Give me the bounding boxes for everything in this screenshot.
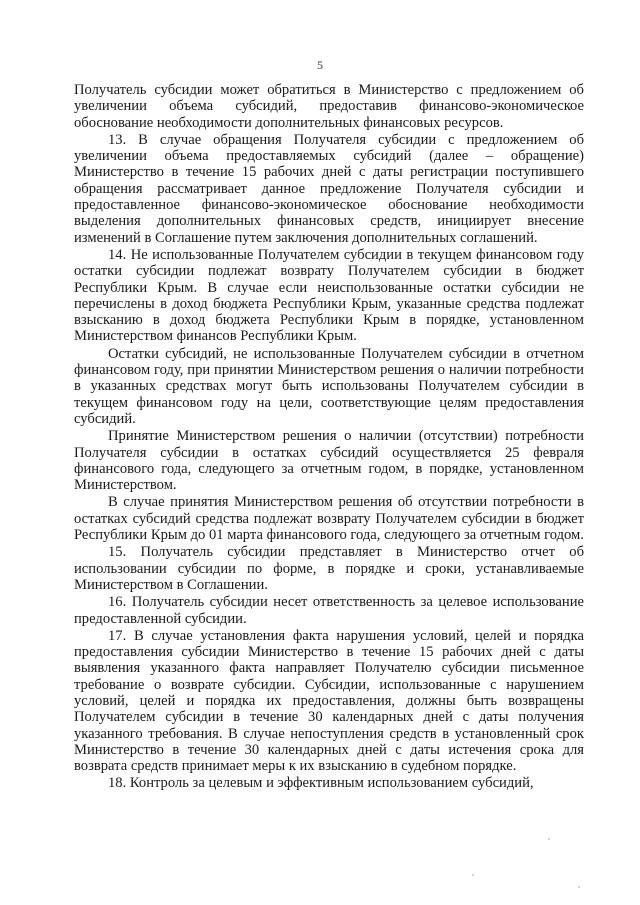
scan-speck bbox=[548, 838, 550, 840]
paragraph-14-decision: Принятие Министерством решения о наличии (отсутствии) потребности Получателя субсидии в остатках субсидий осуществляется 25 февраля финансового года, следующего за отчетным годом, в порядке, установленном Министерством. bbox=[74, 428, 584, 494]
paragraph-14-return: В случае принятия Министерством решения об отсутствии потребности в остатках субсидий средства подлежат возврату Получателем субсидии в бюджет Республики Крым до 01 марта финансового года, следующего за отчетным годом. bbox=[74, 494, 584, 544]
paragraph-17: 17. В случае установления факта нарушения условий, целей и порядка предоставления субсидии Министерство в течение 15 рабочих дней с даты выявления указанного факта направляет Получателю субсидии письменное требование о возврате субсидии. Субсидии, использованные с нарушением условий, целей и порядка их предоставления, должны быть возвращены Получателем субсидии в течение 30 календарных дней с даты получения указанного требования. В случае непоступления средств в установленный срок Министерство в течение 30 календарных дней с даты истечения срока для возврата средств принимает меры к их взысканию в судебном порядке. bbox=[74, 627, 584, 775]
paragraph-14-remainders: Остатки субсидий, не использованные Получателем субсидии в отчетном финансовом году, при принятии Министерством решения о наличии потребности в указанных средствах могут быть использованы Получателем субсидии в текущем финансовом году на цели, соответствующие целям предоставления субсидий. bbox=[74, 345, 584, 427]
page-number: 5 bbox=[317, 58, 323, 72]
paragraph-1: Получатель субсидии может обратиться в Министерство с предложением об увеличении объема субсидий, предоставив финансово-экономическое обоснование необходимости дополнительных финансовых ресурсов. bbox=[74, 82, 584, 131]
scan-speck bbox=[578, 886, 580, 888]
paragraph-18: 18. Контроль за целевым и эффективным использованием субсидий, bbox=[108, 775, 534, 792]
paragraph-14: 14. Не использованные Получателем субсидии в текущем финансовом году остатки субсидии подлежат возврату Получателем субсидии в бюджет Республики Крым. В случае если неиспользованные остатки субсидии не перечислены в доход бюджета Республики Крым, указанные средства подлежат взысканию в доход бюджета Республики Крым в порядке, установленном Министерством финансов Республики Крым. bbox=[74, 246, 584, 345]
paragraph-13: 13. В случае обращения Получателя субсидии с предложением об увеличении объема предоставляемых субсидий (далее – обращение) Министерство в течение 15 рабочих дней с даты регистрации поступившего обращения рассматривает данное предложение Получателя субсидии и предоставленное финансово-экономическое обоснование необходимости выделения дополнительных финансовых средств, инициирует внесение изменений в Соглашение путем заключения дополнительных соглашений. bbox=[74, 131, 584, 246]
document-body bbox=[74, 82, 584, 792]
paragraph-16: 16. Получатель субсидии несет ответственность за целевое использование предоставленной субсидии. bbox=[74, 594, 584, 627]
paragraph-15: 15. Получатель субсидии представляет в Министерство отчет об использовании субсидии по форме, в порядке и сроки, устанавливаемые Министерством в Соглашении. bbox=[74, 544, 584, 593]
scan-speck bbox=[472, 874, 474, 876]
